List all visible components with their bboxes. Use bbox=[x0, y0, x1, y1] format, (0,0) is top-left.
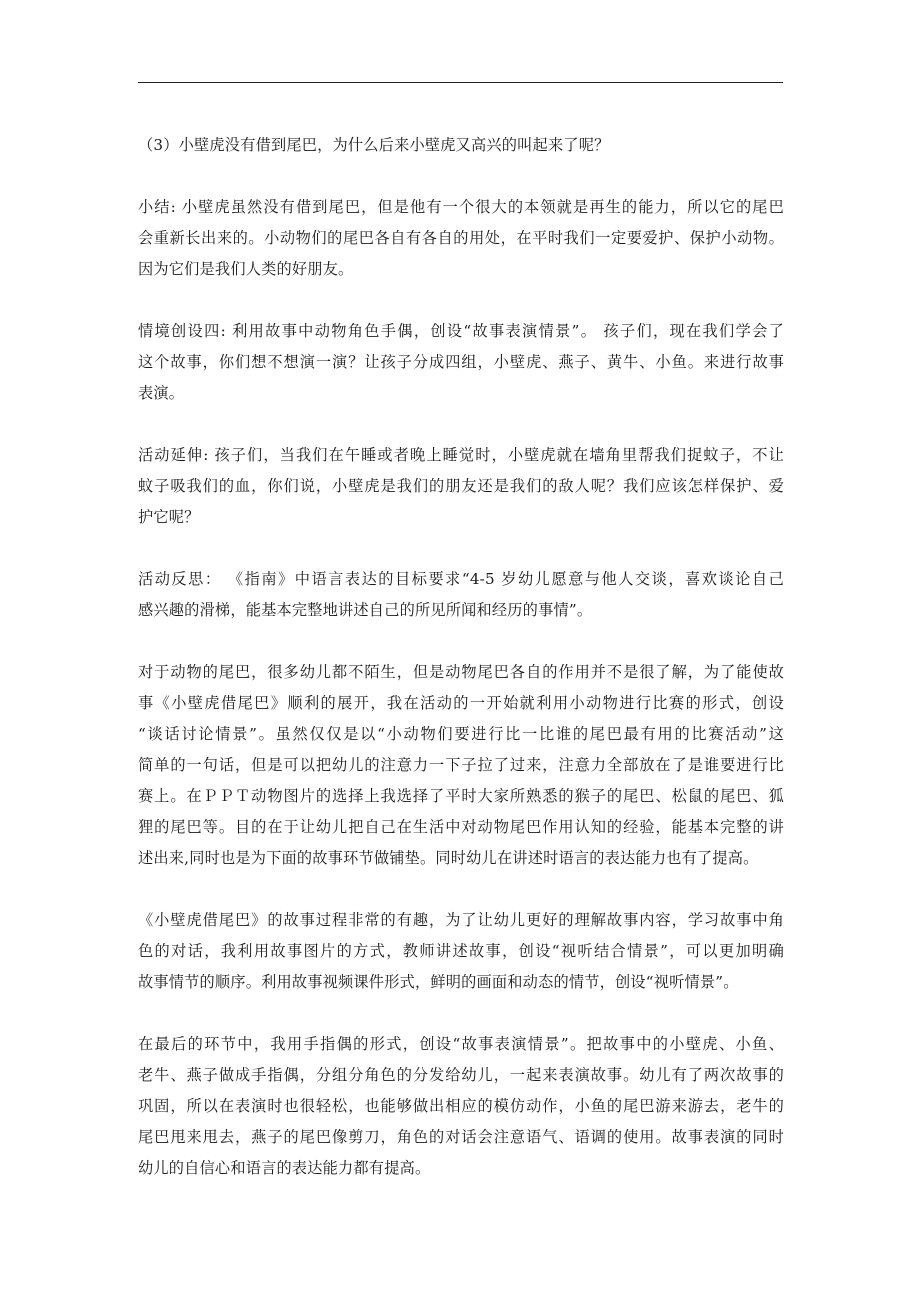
paragraph-line: 小结: 小壁虎虽然没有借到尾巴，但是他有一个很大的本领就是再生的能力，所以它的尾巴 bbox=[138, 198, 784, 216]
header-divider bbox=[138, 82, 783, 83]
paragraph-line: “谈话讨论情景”。虽然仅仅是以“小动物们要进行比一比谁的尾巴最有用的比赛活动”这 bbox=[138, 725, 784, 743]
paragraph-line: 表演。 bbox=[138, 384, 185, 402]
paragraph-line: 对于动物的尾巴，很多幼儿都不陌生，但是动物尾巴各自的作用并不是很了解，为了能使故 bbox=[138, 663, 784, 681]
paragraph-line: 老牛、燕子做成手指偶，分组分角色的分发给幼儿，一起来表演故事。幼儿有了两次故事的 bbox=[138, 1066, 784, 1084]
paragraph-summary bbox=[138, 192, 784, 285]
paragraph-line: 情境创设四: 利用故事中动物角色手偶，创设“故事表演情景”。 孩子们，现在我们学会了 bbox=[138, 322, 784, 340]
paragraph-line: 活动反思： 《指南》中语言表达的目标要求“4-5 岁幼儿愿意与他人交谈，喜欢谈论自己 bbox=[138, 570, 784, 588]
paragraph-scenario-4 bbox=[138, 316, 784, 409]
paragraph-line: 感兴趣的滑梯，能基本完整地讲述自己的所见所闻和经历的事情”。 bbox=[138, 601, 593, 619]
paragraph-line: 色的对话，我利用故事图片的方式，教师讲述故事，创设“视听结合情景”，可以更加明确 bbox=[138, 942, 784, 960]
paragraph-line: （3）小壁虎没有借到尾巴，为什么后来小壁虎又高兴的叫起来了呢？ bbox=[138, 136, 610, 154]
paragraph-line: 护它呢？ bbox=[138, 508, 200, 526]
paragraph-line: 尾巴甩来甩去，燕子的尾巴像剪刀，角色的对话会注意语气、语调的使用。故事表演的同时 bbox=[138, 1128, 784, 1146]
paragraph-line: 这个故事，你们想不想演一演？让孩子分成四组，小壁虎、燕子、黄牛、小鱼。来进行故事 bbox=[138, 353, 784, 371]
paragraph-line: 因为它们是我们人类的好朋友。 bbox=[138, 260, 354, 278]
paragraph-reflection-body-2 bbox=[138, 905, 784, 998]
paragraph-line: 述出来,同时也是为下面的故事环节做铺垫。同时幼儿在讲述时语言的表达能力也有了提高。 bbox=[138, 849, 759, 867]
paragraph-reflection-body-1 bbox=[138, 657, 784, 874]
paragraph-reflection-body-3 bbox=[138, 1029, 784, 1184]
paragraph-line: 赛上。在ＰＰＴ动物图片的选择上我选择了平时大家所熟悉的猴子的尾巴、松鼠的尾巴、狐 bbox=[138, 787, 784, 805]
paragraph-line: 《小壁虎借尾巴》的故事过程非常的有趣，为了让幼儿更好的理解故事内容，学习故事中角 bbox=[138, 911, 784, 929]
paragraph-line: 狸的尾巴等。目的在于让幼儿把自己在生活中对动物尾巴作用认知的经验，能基本完整的讲 bbox=[138, 818, 784, 836]
paragraph-line: 简单的一句话，但是可以把幼儿的注意力一下子拉了过来，注意力全部放在了是谁要进行比 bbox=[138, 756, 784, 774]
document-body bbox=[138, 130, 784, 1215]
paragraph-line: 在最后的环节中，我用手指偶的形式，创设“故事表演情景”。把故事中的小壁虎、小鱼、 bbox=[138, 1035, 784, 1053]
paragraph-line: 事《小壁虎借尾巴》顺利的展开，我在活动的一开始就利用小动物进行比赛的形式，创设 bbox=[138, 694, 784, 712]
paragraph-line: 会重新长出来的。小动物们的尾巴各自有各自的用处，在平时我们一定要爱护、保护小动物。 bbox=[138, 229, 784, 247]
paragraph-line: 幼儿的自信心和语言的表达能力都有提高。 bbox=[138, 1159, 431, 1177]
paragraph-question-3 bbox=[138, 130, 784, 161]
paragraph-reflection bbox=[138, 564, 784, 626]
paragraph-extension bbox=[138, 440, 784, 533]
paragraph-line: 活动延伸: 孩子们，当我们在午睡或者晚上睡觉时，小壁虎就在墙角里帮我们捉蚊子，不让 bbox=[138, 446, 784, 464]
paragraph-line: 巩固，所以在表演时也很轻松，也能够做出相应的模仿动作，小鱼的尾巴游来游去，老牛的 bbox=[138, 1097, 784, 1115]
paragraph-line: 蚊子吸我们的血，你们说，小壁虎是我们的朋友还是我们的敌人呢？我们应该怎样保护、爱 bbox=[138, 477, 784, 495]
paragraph-line: 故事情节的顺序。利用故事视频课件形式，鲜明的画面和动态的情节，创设“视听情景”。 bbox=[138, 973, 739, 991]
